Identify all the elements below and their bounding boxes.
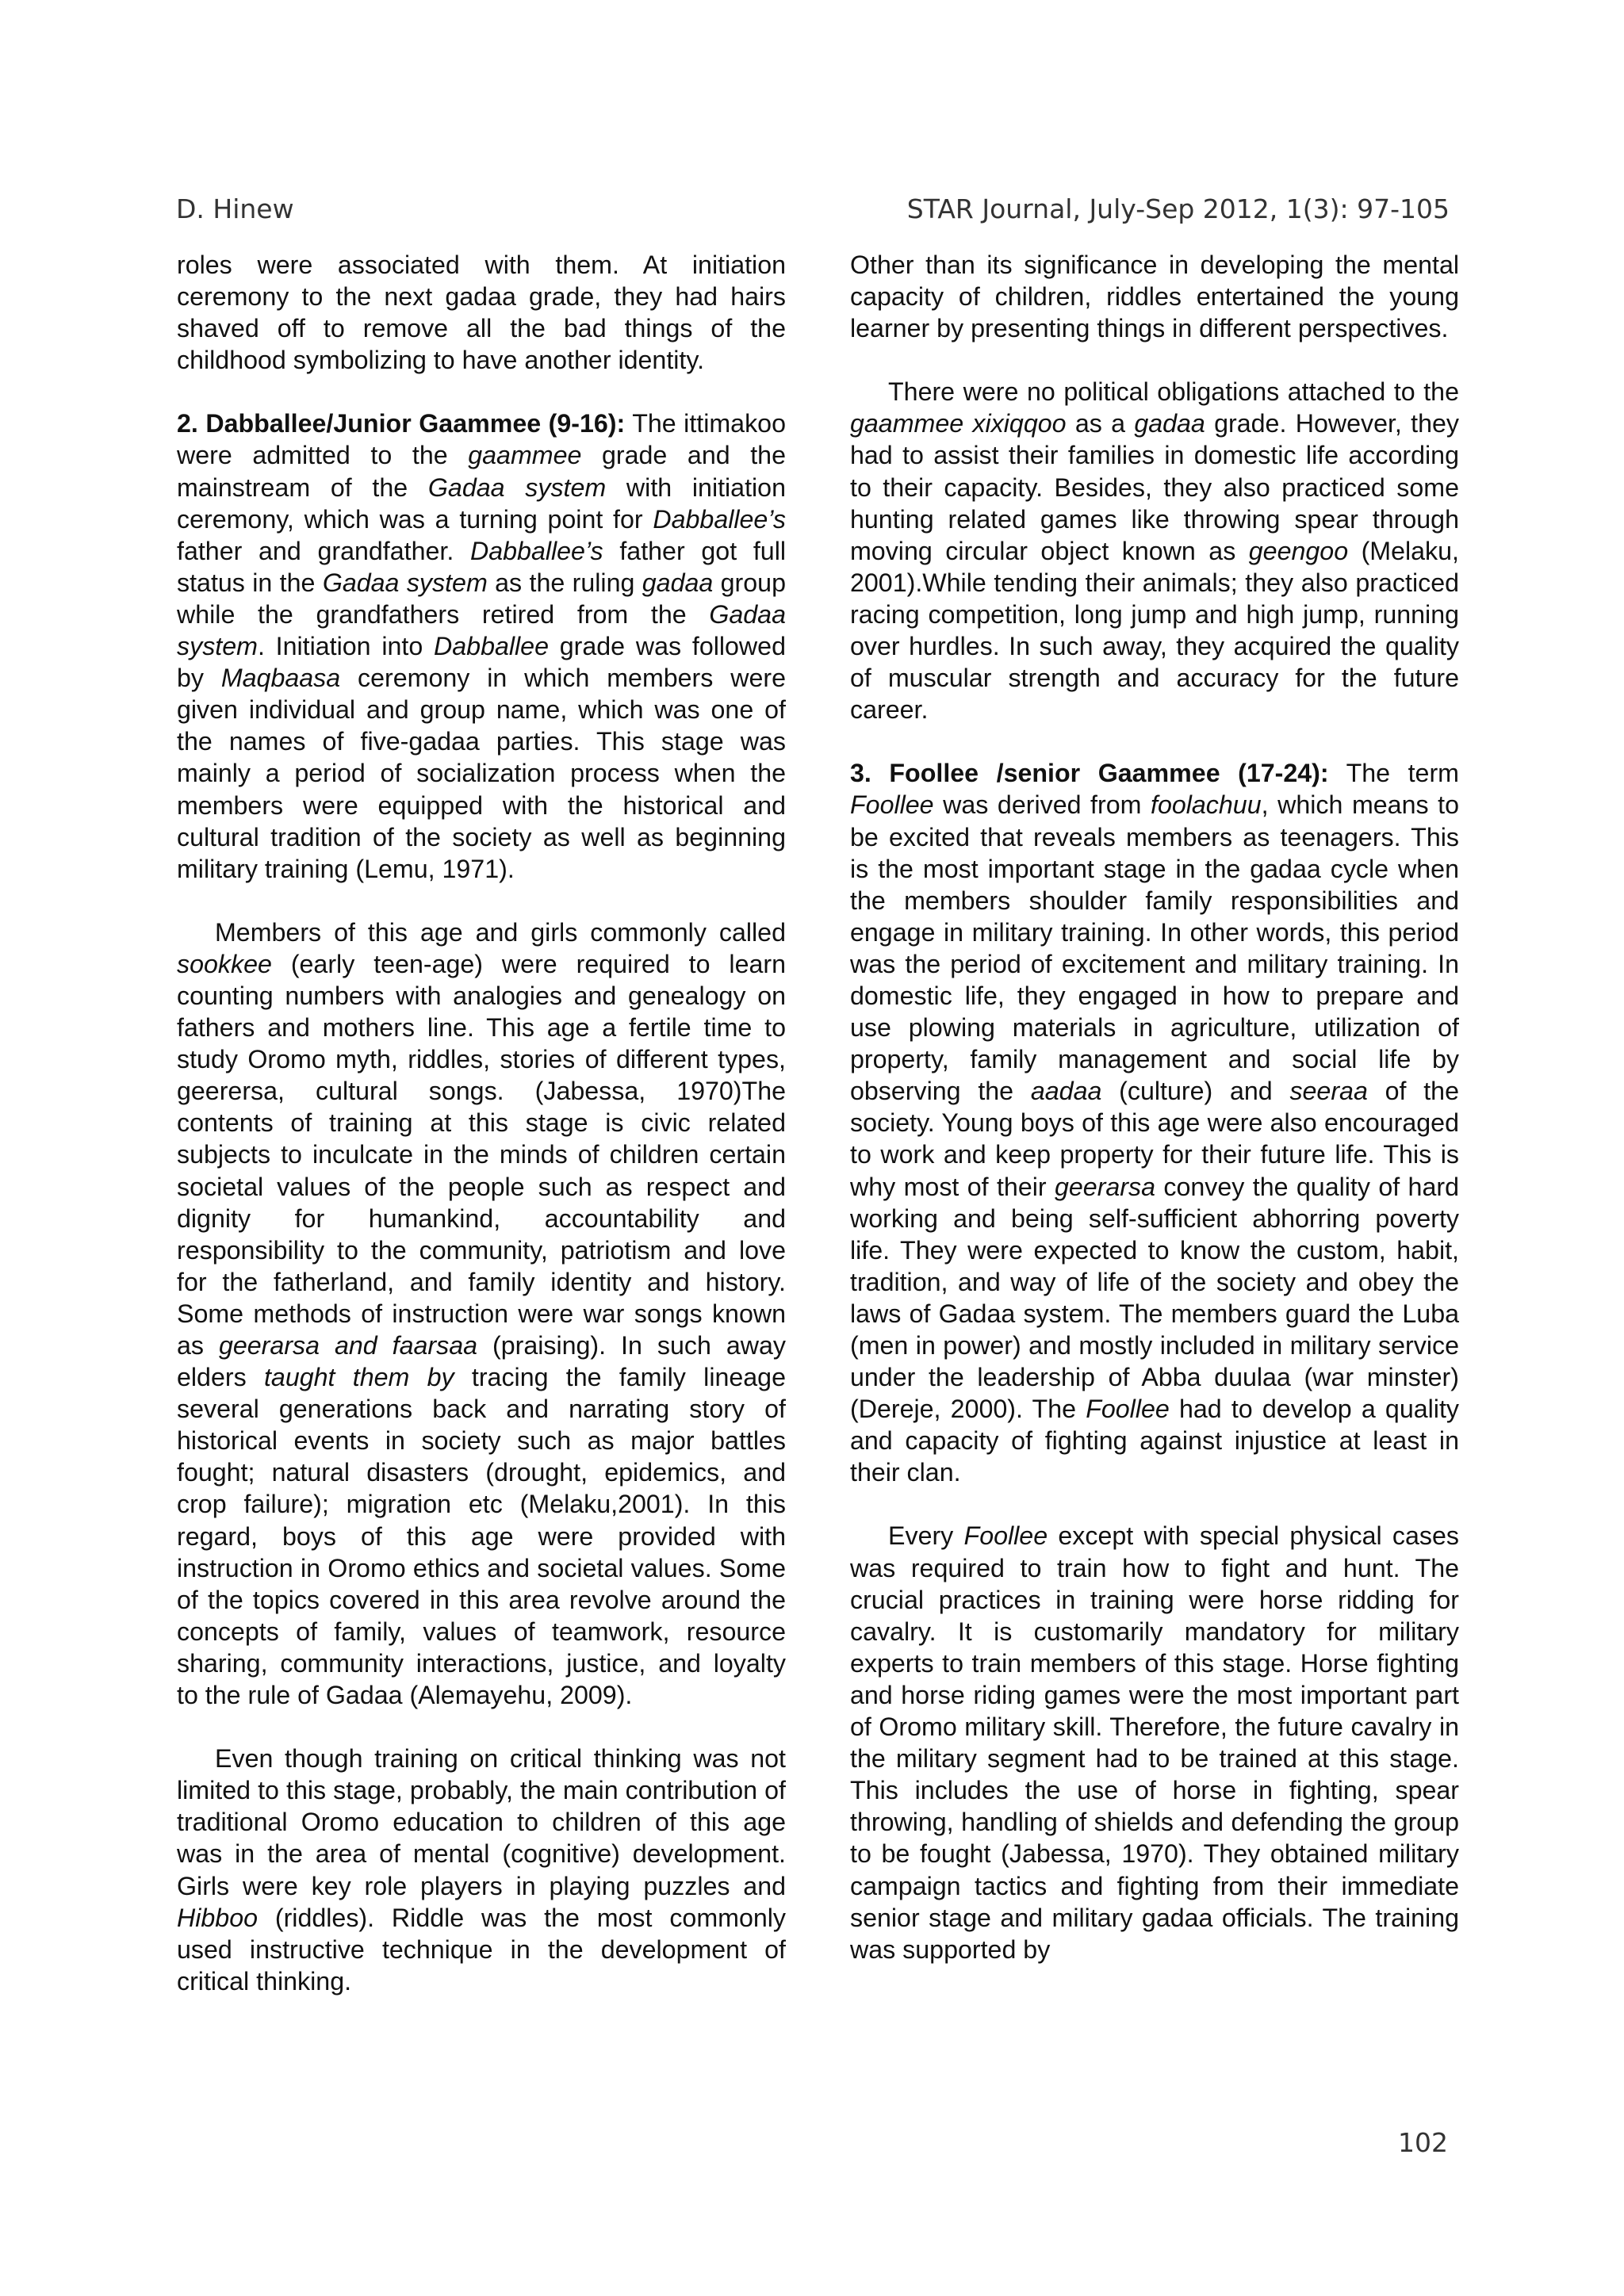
section-heading-foollee: 3. Foollee /senior Gaammee (17-24): [850,759,1329,788]
paragraph-roles: roles were associated with them. At initiation ceremony to the next gadaa grade, they had hairs shaved off to remove all the bad things of the childhood symbolizing to have another identity. [177,251,786,375]
paragraph-every-foollee: Every Foollee except with special physical cases was required to train how to fight and hunt. The crucial practices in training were horse ridding for cavalry. It is customarily mandatory for military experts to train members of this stage. Horse fighting and horse riding games were the most important part of Oromo military skill. Therefore, the future cavalry in the military segment had to be trained at this stage. This includes the use of horse in fighting, spear throwing, handling of shields and defending the group to be fought (Jabessa, 1970). They obtained military campaign tactics and fighting from their immediate senior stage and military gadaa officials. The training was supported by [850,1521,1459,1964]
paragraph-dabballee: 2. Dabballee/Junior Gaammee (9-16): The ittimakoo were admitted to the gaammee grade and the mainstream of the Gadaa system with initiation ceremony, which was a turning point for Dabballee’s father and grandfather. Dabballee’s father got full status in the Gadaa system as the ruling gadaa group while the grandfathers retired from the Gadaa system. Initiation into Dabballee grade was followed by Maqbaasa ceremony in which members were given individual and group name, which was one of the names of five-gadaa parties. This stage was mainly a period of socialization process when the members were equipped with the historical and cultural tradition of the society as well as beginning military training (Lemu, 1971). [177,409,787,883]
paragraph-riddles: Other than its significance in developing the mental capacity of children, riddles entertained the young learner by presenting things in different perspectives. [850,251,1459,343]
paragraph-gaammee-xixiqqoo: There were no political obligations attached to the gaammee xixiqqoo as a gadaa grade. However, they had to assist their families in domestic life according to their capacity. Besides, they also practiced some hunting related games like throwing spear through moving circular object known as geengoo (Melaku, 2001).While tending their animals; they also practiced racing competition, long jump and high jump, running over hurdles. In such away, they acquired the quality of muscular strength and accuracy for the future career. [850,377,1460,725]
left-column [177,249,786,1997]
running-header-author: D. Hinew [176,193,294,224]
paragraph-foollee: 3. Foollee /senior Gaammee (17-24): The term Foollee was derived from foolachuu, which means to be excited that reveals members as teenagers. This is the most important stage in the gadaa cycle when the members shoulder family responsibilities and engage in military training. In other words, this period was the period of excitement and military training. In domestic life, they engaged in how to prepare and use plowing materials in agriculture, utilization of property, family management and social life by observing the aadaa (culture) and seeraa of the society. Young boys of this age were also encouraged to work and keep property for their future life. This is why most of their geerarsa convey the quality of hard working and being self-sufficient abhorring poverty life. They were expected to know the custom, habit, tradition, and way of life of the society and obey the laws of Gadaa system. The members guard the Luba (men in power) and mostly included in military service under the leadership of Abba duulaa (war minster) (Dereje, 2000). The Foollee had to develop a quality and capacity of fighting against injustice at least in their clan. [850,759,1459,1487]
section-heading-dabballee: 2. Dabballee/Junior Gaammee (9-16): [177,409,626,438]
page-number: 102 [1398,2127,1448,2158]
running-header-journal: STAR Journal, July-Sep 2012, 1(3): 97-105 [906,193,1450,224]
right-column [850,249,1459,1965]
paragraph-critical-thinking: Even though training on critical thinking was not limited to this stage, probably, the main contribution of traditional Oromo education to children of this age was in the area of mental (cognitive) development. Girls were key role players in playing puzzles and Hibboo (riddles). Riddle was the most commonly used instructive technique in the development of critical thinking. [177,1744,786,1996]
paragraph-members-sookkee: Members of this age and girls commonly called sookkee (early teen-age) were required to learn counting numbers with analogies and genealogy on fathers and mothers line. This age a fertile time to study Oromo myth, riddles, stories of different types, geerersa, cultural songs. (Jabessa, 1970)The contents of training at this stage is civic related subjects to inculcate in the minds of children certain societal values of the people such as respect and dignity for humankind, accountability and responsibility to the community, patriotism and love for the fatherland, and family identity and history. Some methods of instruction were war songs known as geerarsa and faarsaa (praising). In such away elders taught them by tracing the family lineage several generations back and narrating story of historical events in society such as major battles fought; natural disasters (drought, epidemics, and crop failure); migration etc (Melaku,2001). In this regard, boys of this age were provided with instruction in Oromo ethics and societal values. Some of the topics covered in this area revolve around the concepts of family, values of teamwork, resource sharing, community interactions, justice, and loyalty to the rule of Gadaa (Alemayehu, 2009). [177,917,786,1710]
